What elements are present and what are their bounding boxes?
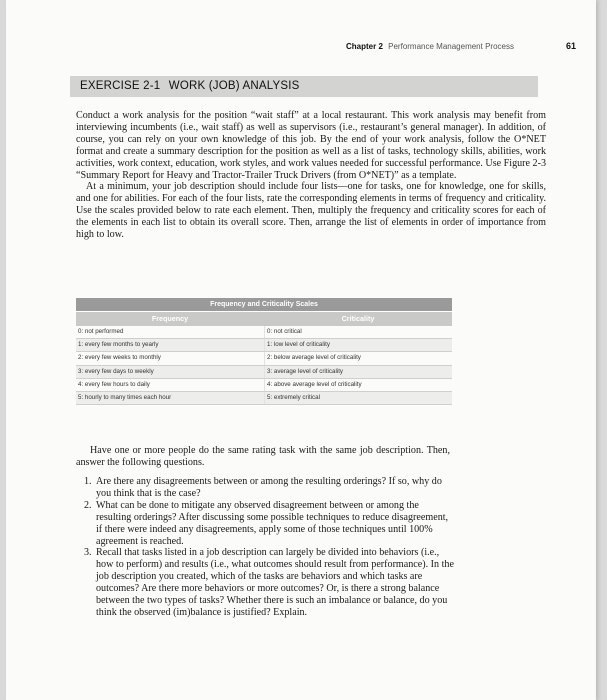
intro-text bbox=[76, 110, 546, 241]
question-text: Recall that tasks listed in a job description can largely be divided into behaviors (i.e., how to perform) and results (i.e., what outcomes should result from performance). In the job description you created, which of the tasks are behaviors and which tasks are outcomes? Are there more behaviors or more outcomes? Or, is there a strong balance between the two types of tasks? Whether there is such an imbalance or balance, do you think the observed (im)balance is justified? Explain. bbox=[96, 547, 454, 618]
followup-text bbox=[76, 445, 450, 469]
question-text: What can be done to mitigate any observed disagreement between or among the resulting orderings? After discussing some possible techniques to reduce disagreement, if there were indeed any disagreements, apply some of those techniques until 100% agreement is reached. bbox=[96, 499, 449, 547]
intro-paragraph-1: Conduct a work analysis for the position “wait staff” at a local restaurant. This work analysis may benefit from interviewing incumbents (i.e., wait staff) as well as supervisors (i.e., restaurant’s general manager). In addition, of course, you can rely on your own knowledge of this job. By the end of your work analysis, follow the O*NET format and create a summary description for the position as well as a list of tasks, technology skills, abilities, work activities, work context, education, work styles, and work values needed for successful performance. Use Figure 2-3 “Summary Report for Heavy and Tractor-Trailer Truck Drivers (from O*NET)” as a template. bbox=[76, 110, 546, 181]
frequency-cell: 5: hourly to many times each hour bbox=[78, 393, 172, 401]
table-row bbox=[76, 366, 452, 379]
list-item bbox=[84, 476, 456, 500]
question-number: 2. bbox=[84, 499, 92, 511]
book-page bbox=[6, 0, 596, 700]
frequency-cell: 4: every few hours to daily bbox=[78, 380, 150, 388]
chapter-title: Performance Management Process bbox=[388, 42, 514, 51]
frequency-cell: 1: every few months to yearly bbox=[78, 341, 159, 349]
exercise-number: EXERCISE 2-1 bbox=[80, 80, 161, 92]
table-row bbox=[76, 392, 452, 405]
criticality-cell: 1: low level of criticality bbox=[264, 339, 452, 351]
page-number: 61 bbox=[565, 41, 576, 51]
table-row bbox=[76, 352, 452, 365]
criticality-cell: 4: above average level of criticality bbox=[264, 379, 452, 391]
list-item bbox=[84, 547, 456, 618]
criticality-cell: 5: extremely critical bbox=[264, 392, 452, 404]
frequency-cell: 2: every few weeks to monthly bbox=[78, 354, 161, 362]
exercise-title: WORK (JOB) ANALYSIS bbox=[168, 80, 300, 92]
table-row bbox=[76, 379, 452, 392]
list-item bbox=[84, 500, 456, 548]
header-frequency: Frequency bbox=[151, 314, 189, 323]
question-text: Are there any disagreements between or among the resulting orderings? If so, why do you think that is the case? bbox=[96, 476, 442, 499]
followup-paragraph: Have one or more people do the same rating task with the same job description. Then, answer the following questions. bbox=[76, 445, 450, 468]
exercise-banner bbox=[70, 76, 538, 97]
question-number: 1. bbox=[84, 476, 92, 487]
intro-paragraph-2: At a minimum, your job description should include four lists—one for tasks, one for knowledge, one for skills, and one for abilities. For each of the four lists, rate the corresponding elements in terms of frequency and criticality. Use the scales provided below to rate each element. Then, multiply the frequency and criticality scores for each of the elements in each list to obtain its overall score. Then, arrange the list of elements in order of importance from high to low. bbox=[76, 181, 546, 241]
table-row bbox=[76, 339, 452, 352]
frequency-cell: 0: not performed bbox=[78, 328, 124, 335]
criticality-cell: 0: not critical bbox=[264, 326, 452, 338]
frequency-cell: 3: every few days to weekly bbox=[78, 367, 154, 375]
table-caption: Frequency and Criticality Scales bbox=[76, 298, 452, 311]
criticality-cell: 2: below average level of criticality bbox=[264, 352, 452, 364]
table-header-row bbox=[76, 311, 452, 326]
question-number: 3. bbox=[84, 547, 92, 559]
criticality-cell: 3: average level of criticality bbox=[264, 366, 452, 378]
chapter-label: Chapter 2 bbox=[346, 42, 383, 51]
header-criticality: Criticality bbox=[341, 314, 375, 323]
table-row bbox=[76, 326, 452, 339]
running-head bbox=[346, 42, 576, 51]
question-list bbox=[84, 476, 456, 619]
scales-table bbox=[76, 298, 452, 405]
